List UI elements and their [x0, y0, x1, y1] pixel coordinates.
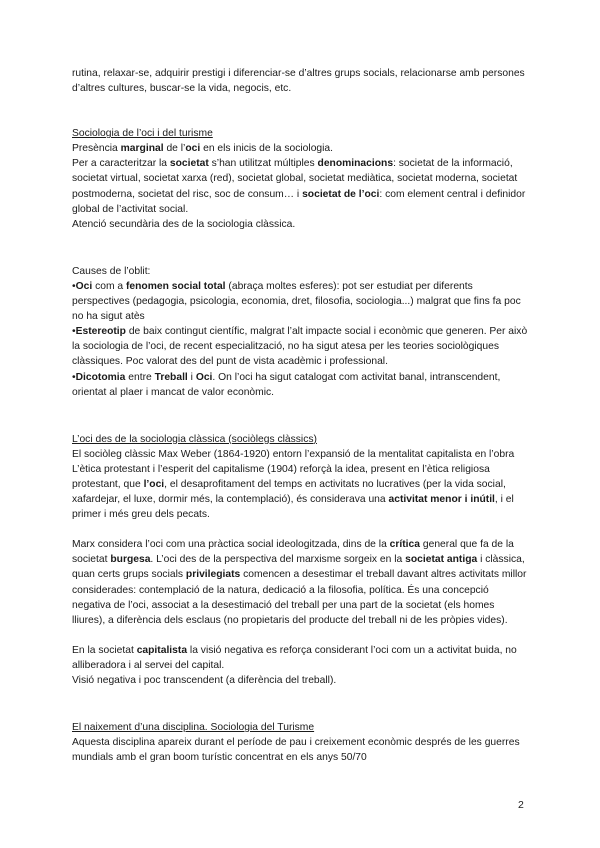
section-heading: Causes de l’oblit: [72, 265, 151, 277]
intro-paragraph: rutina, relaxar-se, adquirir prestigi i diferenciar-se d’altres grups socials, relacionarse amb persones d’altres cultures, buscar-se la vida, negocis, etc. [72, 68, 525, 95]
document-body [72, 66, 530, 765]
paragraph: Marx considera l’oci com una pràctica social ideologitzada, dins de la crítica general que fa de la societat burgesa. L’oci des de la perspectiva del marxisme sorgeix en la societat antiga i clàssica, quan certs grups socials privilegiats comencen a desestimar el treball davant altres activitats millor considerades: contemplació de la natura, dedicació a la filosofia, política. És una concepció negativa de l’oci, associat a la desestimació del treball per una part de la societat (els homes lliures), a diferència dels esclaus (no propietaris del producte del treball ni de les pròpies vides). [72, 539, 527, 626]
section-turisme [72, 720, 530, 765]
paragraph: Visió negativa i poc transcendent (a diferència del treball). [72, 675, 337, 686]
section-heading: L’oci des de la sociologia clàssica (sociòlegs clàssics) [72, 433, 317, 445]
bullet-item: •Estereotip de baix contingut científic, malgrat l’alt impacte social i econòmic que generen. Per això la sociologia de l’oci, de recent especialització, no ha sigut atesa per les teories sociològiques clàssiques. Poc valorat des del punt de vista acadèmic i professional. [72, 326, 528, 368]
paragraph: Atenció secundària des de la sociologia clàssica. [72, 218, 296, 230]
section-sociologia [72, 126, 530, 232]
section-heading: Sociologia de l’oci i del turisme [72, 128, 213, 140]
paragraph: Per a caracteritzar la societat s’han utilitzat múltiples denominacions: societat de la informació, societat virtual, societat xarxa (red), societat global, societat mediàtica, societat moderna, societat postmoderna, societat del risc, soc de consum… i societat de l’oci: com element central i definidor global de l’activitat social. [72, 158, 526, 215]
section-causes [72, 264, 530, 400]
paragraph: Aquesta disciplina apareix durant el període de pau i creixement econòmic després de les guerres mundials amb el gran boom turístic concentrat en els anys 50/70 [72, 737, 520, 764]
paragraph: Presència marginal de l’oci en els inicis de la sociologia. [72, 143, 334, 155]
paragraph: En la societat capitalista la visió negativa es reforça considerant l’oci com un a activitat buida, no alliberadora i al servei del capital. [72, 644, 517, 671]
section-heading: El naixement d’una disciplina. Sociologia del Turisme [72, 722, 315, 734]
bullet-item: •Oci com a fenomen social total (abraça moltes esferes): pot ser estudiat per diferents perspectives (pedagogia, psicologia, economia, dret, filosofia, sociologia...) malgrat que fins fa poc no ha sigut atès [72, 280, 521, 323]
page-number: 2 [518, 799, 524, 811]
section-classica [72, 432, 530, 688]
paragraph: El sociòleg clàssic Max Weber (1864-1920) entorn l’expansió de la mentalitat capitalista en l’obra L’ètica protestant i l’esperit del capitalisme (1904) reforçà la idea, present en l’ètica religiosa protestant, que l’oci, el desaprofitament del temps en activitats no lucratives (per la vida social, xafardejar, el luxe, dormir més, la contemplació), és considerava una activitat menor i inútil, i el primer i més greu dels pecats. [72, 448, 515, 521]
bullet-item: •Dicotomia entre Treball i Oci. On l’oci ha sigut catalogat com activitat banal, intranscendent, orientat al plaer i mancat de valor econòmic. [72, 371, 501, 398]
